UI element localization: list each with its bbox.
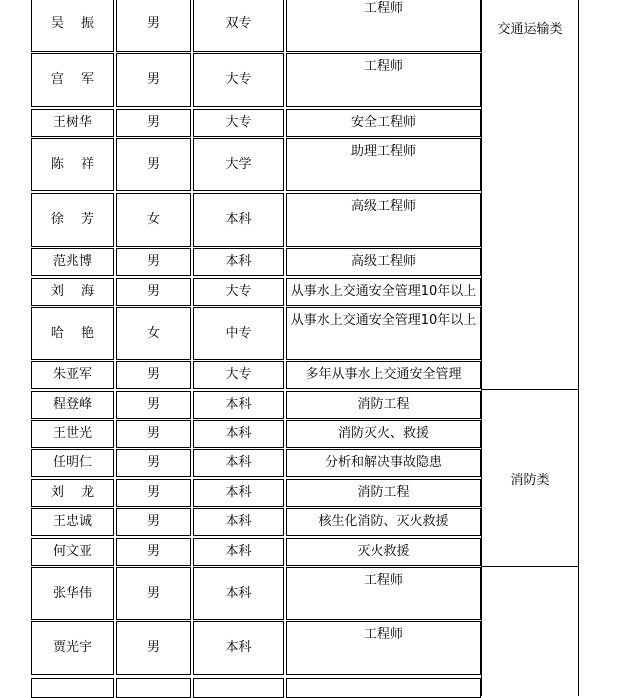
title-cell: 工程师 — [286, 621, 481, 675]
gender-cell: 男 — [116, 391, 191, 419]
title-cell: 消防灭火、救援 — [286, 420, 481, 448]
gender-cell: 男 — [116, 0, 191, 52]
category-cell: 交通运输类 — [481, 0, 579, 389]
title-cell: 核生化消防、灭火救援 — [286, 508, 481, 536]
title-cell: 工程师 — [286, 53, 481, 107]
title-cell: 消防工程 — [286, 391, 481, 419]
edu-cell: 本科 — [193, 479, 284, 507]
gender-cell: 男 — [116, 278, 191, 306]
edu-cell: 本科 — [193, 538, 284, 566]
gender-cell: 女 — [116, 193, 191, 247]
edu-cell: 大专 — [193, 278, 284, 306]
edu-cell: 大专 — [193, 361, 284, 389]
edu-cell: 本科 — [193, 248, 284, 276]
name-cell: 徐 芳 — [31, 193, 114, 247]
name-cell: 何文亚 — [31, 538, 114, 566]
edu-cell: 中专 — [193, 307, 284, 360]
edu-cell: 本科 — [193, 193, 284, 247]
name-cell: 王树华 — [31, 109, 114, 137]
edu-cell: 本科 — [193, 508, 284, 536]
edu-cell — [193, 678, 284, 698]
gender-cell: 男 — [116, 361, 191, 389]
gender-cell: 男 — [116, 420, 191, 448]
edu-cell: 本科 — [193, 391, 284, 419]
title-cell: 助理工程师 — [286, 138, 481, 191]
gender-cell: 男 — [116, 449, 191, 477]
title-cell: 安全工程师 — [286, 109, 481, 137]
gender-cell: 男 — [116, 538, 191, 566]
title-cell: 分析和解决事故隐患 — [286, 449, 481, 477]
edu-cell: 本科 — [193, 621, 284, 675]
title-cell: 灭火救援 — [286, 538, 481, 566]
name-cell: 朱亚军 — [31, 361, 114, 389]
edu-cell: 本科 — [193, 420, 284, 448]
title-cell: 高级工程师 — [286, 193, 481, 247]
name-cell: 刘 龙 — [31, 479, 114, 507]
name-cell — [31, 678, 114, 698]
gender-cell: 女 — [116, 307, 191, 360]
gender-cell: 男 — [116, 109, 191, 137]
edu-cell: 本科 — [193, 567, 284, 620]
gender-cell: 男 — [116, 567, 191, 620]
edu-cell: 大专 — [193, 53, 284, 107]
name-cell: 吴 振 — [31, 0, 114, 52]
name-cell: 范兆博 — [31, 248, 114, 276]
title-cell: 消防工程 — [286, 479, 481, 507]
name-cell: 刘 海 — [31, 278, 114, 306]
gender-cell — [116, 678, 191, 698]
name-cell: 王忠诚 — [31, 508, 114, 536]
gender-cell: 男 — [116, 138, 191, 191]
title-cell: 多年从事水上交通安全管理 — [286, 361, 481, 389]
edu-cell: 大学 — [193, 138, 284, 191]
gender-cell: 男 — [116, 248, 191, 276]
name-cell: 陈 祥 — [31, 138, 114, 191]
name-cell: 贾光宇 — [31, 621, 114, 675]
edu-cell: 大专 — [193, 109, 284, 137]
name-cell: 王世光 — [31, 420, 114, 448]
edu-cell: 双专 — [193, 0, 284, 52]
title-cell: 从事水上交通安全管理10年以上 — [286, 307, 481, 360]
gender-cell: 男 — [116, 53, 191, 107]
edu-cell: 本科 — [193, 449, 284, 477]
title-cell: 工程师 — [286, 567, 481, 620]
category-cell — [481, 566, 579, 696]
category-cell: 消防类 — [481, 389, 579, 566]
name-cell: 程登峰 — [31, 391, 114, 419]
title-cell — [286, 678, 481, 698]
name-cell: 任明仁 — [31, 449, 114, 477]
name-cell: 哈 艳 — [31, 307, 114, 360]
title-cell: 工程师 — [286, 0, 481, 52]
gender-cell: 男 — [116, 621, 191, 675]
name-cell: 张华伟 — [31, 567, 114, 620]
gender-cell: 男 — [116, 508, 191, 536]
title-cell: 高级工程师 — [286, 248, 481, 276]
name-cell: 宫 军 — [31, 53, 114, 107]
gender-cell: 男 — [116, 479, 191, 507]
title-cell: 从事水上交通安全管理10年以上 — [286, 278, 481, 306]
